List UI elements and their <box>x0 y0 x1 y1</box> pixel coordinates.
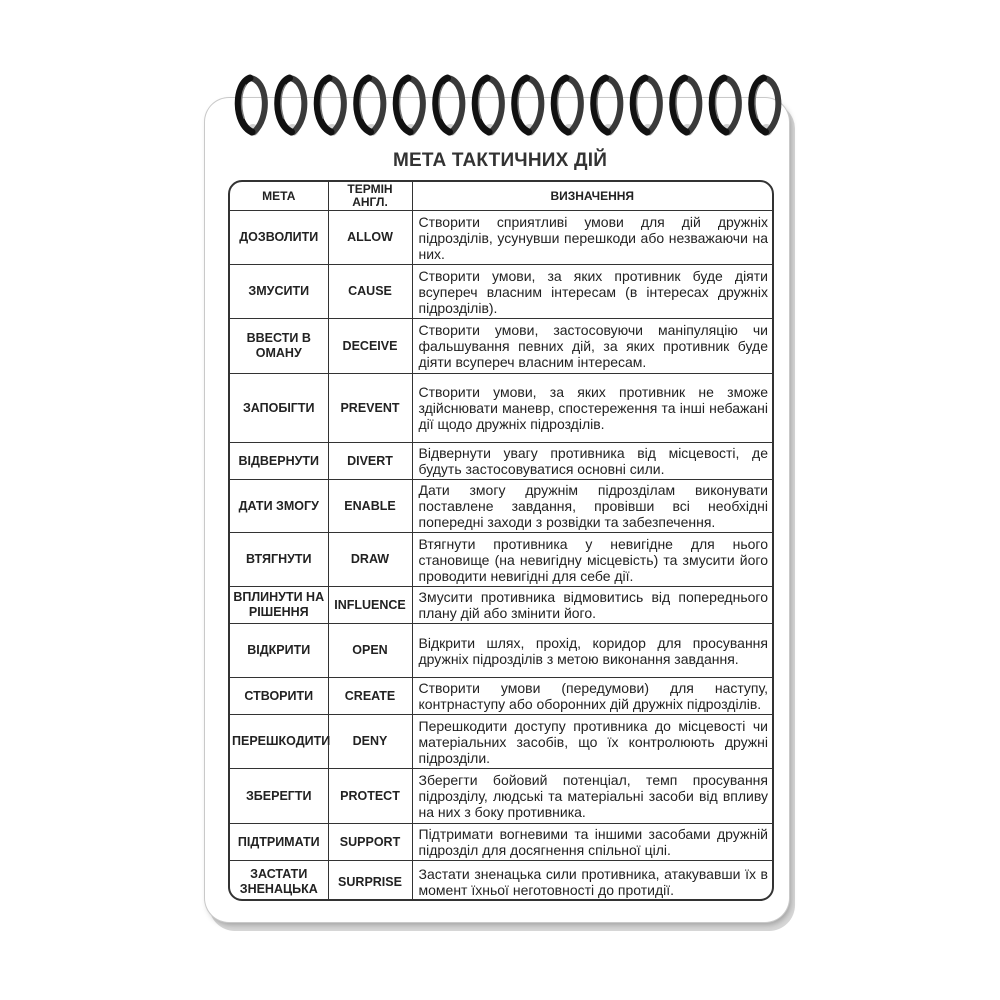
definition-cell: Дати змогу дружнім підрозділам виконувати поставлене завдання, провівши всі необхідні попередні заходи з розвідки та забезпечення. <box>412 480 772 533</box>
term-cell: CAUSE <box>328 265 412 319</box>
table-row <box>230 319 772 374</box>
table-row <box>230 265 772 319</box>
table-row <box>230 374 772 443</box>
table-row <box>230 480 772 533</box>
term-cell: SURPRISE <box>328 861 412 902</box>
table-row <box>230 211 772 265</box>
ring-back-icon <box>527 78 542 132</box>
definition-cell: Змусити противника відмовитись від попереднього плану дій або змінити його. <box>412 587 772 624</box>
goal-cell: ДОЗВОЛИТИ <box>230 211 328 265</box>
term-cell: CREATE <box>328 678 412 715</box>
ring-back-icon <box>645 78 660 132</box>
table-row <box>230 678 772 715</box>
term-cell: PROTECT <box>328 769 412 824</box>
table-row <box>230 587 772 624</box>
ring-back-icon <box>250 78 265 132</box>
tactical-goals-table <box>228 180 774 901</box>
term-cell: DENY <box>328 715 412 769</box>
ring-back-icon <box>448 78 463 132</box>
goal-cell: ВВЕСТИ В ОМАНУ <box>230 319 328 374</box>
term-cell: OPEN <box>328 624 412 678</box>
ring-back-icon <box>685 78 700 132</box>
table-row <box>230 861 772 902</box>
term-cell: PREVENT <box>328 374 412 443</box>
goal-cell: ВПЛИНУТИ НА РІШЕННЯ <box>230 587 328 624</box>
ring-back-icon <box>764 78 779 132</box>
goal-cell: ДАТИ ЗМОГУ <box>230 480 328 533</box>
goal-cell: ЗАПОБІГТИ <box>230 374 328 443</box>
ring-back-icon <box>724 78 739 132</box>
term-cell: ALLOW <box>328 211 412 265</box>
term-cell: SUPPORT <box>328 824 412 861</box>
page-title: МЕТА ТАКТИЧНИХ ДІЙ <box>392 150 608 171</box>
definition-cell: Відвернути увагу противника від місцевості, де будуть застосовуватися основні сили. <box>412 443 772 480</box>
term-cell: ENABLE <box>328 480 412 533</box>
table-row <box>230 769 772 824</box>
definition-cell: Створити умови, за яких противник буде діяти всупереч власним інтересам (в інтересах дружніх підрозділів). <box>412 265 772 319</box>
definition-cell: Відкрити шлях, прохід, коридор для просування дружніх підрозділів з метою виконання завдання. <box>412 624 772 678</box>
definition-cell: Перешкодити доступу противника до місцевості чи матеріальних засобів, що їх контролюють дружні підрозділи. <box>412 715 772 769</box>
goal-cell: ВТЯГНУТИ <box>230 533 328 587</box>
goal-cell: ЗАСТАТИ ЗНЕНАЦЬКА <box>230 861 328 902</box>
ring-back-icon <box>369 78 384 132</box>
goal-cell: ВІДКРИТИ <box>230 624 328 678</box>
table-row <box>230 715 772 769</box>
header-definition: ВИЗНАЧЕННЯ <box>412 182 772 211</box>
term-cell: DECEIVE <box>328 319 412 374</box>
definition-cell: Створити умови, застосовуючи маніпуляцію чи фальшування певних дій, за яких противник буде діяти всупереч власним інтересам. <box>412 319 772 374</box>
definition-cell: Зберегти бойовий потенціал, темп просування підрозділу, людські та матеріальні засоби від впливу на них з боку противника. <box>412 769 772 824</box>
ring-back-icon <box>329 78 344 132</box>
term-cell: INFLUENCE <box>328 587 412 624</box>
goal-cell: СТВОРИТИ <box>230 678 328 715</box>
header-goal: МЕТА <box>230 182 328 211</box>
definition-cell: Втягнути противника у невигідне для нього становище (на невигідну місцевість) та змусити його проводити невигідні для себе дії. <box>412 533 772 587</box>
definition-cell: Створити умови (передумови) для наступу, контрнаступу або оборонних дій дружніх підрозділів. <box>412 678 772 715</box>
term-cell: DRAW <box>328 533 412 587</box>
definition-cell: Створити умови, за яких противник не зможе здійснювати маневр, спостереження та інші небажані дії щодо дружніх підрозділів. <box>412 374 772 443</box>
spiral-binding-icon <box>0 0 1000 160</box>
goal-cell: ЗБЕРЕГТИ <box>230 769 328 824</box>
ring-back-icon <box>566 78 581 132</box>
table-header-row <box>230 182 772 211</box>
definition-cell: Підтримати вогневими та іншими засобами дружній підрозділ для досягнення спільної цілі. <box>412 824 772 861</box>
goal-cell: ЗМУСИТИ <box>230 265 328 319</box>
definition-cell: Створити сприятливі умови для дій дружніх підрозділів, усунувши перешкоди або незважаючи на них. <box>412 211 772 265</box>
term-cell: DIVERT <box>328 443 412 480</box>
header-term: ТЕРМІН АНГЛ. <box>328 182 412 211</box>
goal-cell: ВІДВЕРНУТИ <box>230 443 328 480</box>
ring-back-icon <box>408 78 423 132</box>
table-row <box>230 824 772 861</box>
ring-back-icon <box>290 78 305 132</box>
table-row <box>230 624 772 678</box>
goal-cell: ПЕРЕШКОДИТИ <box>230 715 328 769</box>
goal-cell: ПІДТРИМАТИ <box>230 824 328 861</box>
definition-cell: Застати зненацька сили противника, атакувавши їх в момент їхньої неготовності до протидії. <box>412 861 772 902</box>
ring-back-icon <box>606 78 621 132</box>
table-row <box>230 443 772 480</box>
table-row <box>230 533 772 587</box>
ring-back-icon <box>487 78 502 132</box>
